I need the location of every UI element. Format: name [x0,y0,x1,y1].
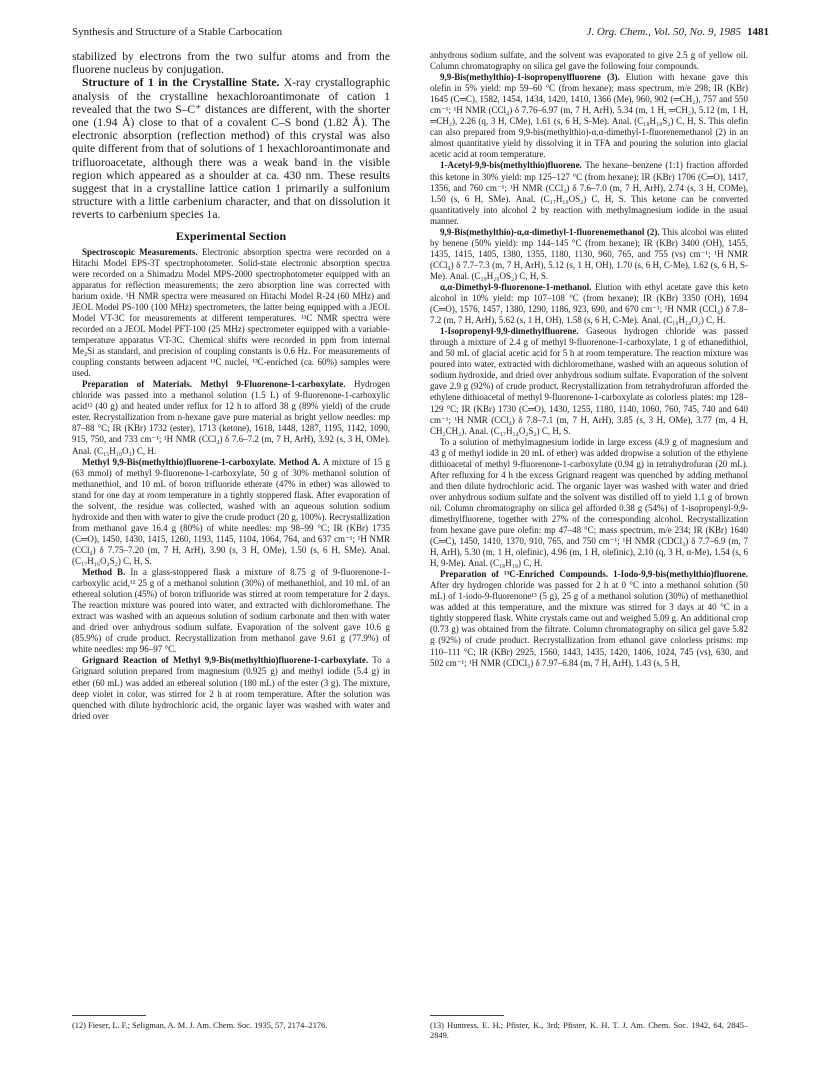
isopropenyl-dimethylfluorene-heading: 1-Isopropenyl-9,9-dimethylfluorene. [440,326,579,337]
method-a-heading: Methyl 9,9-Bis(methylthio)fluorene-1-carboxylate. Method A. [82,456,321,467]
grignard-dithioacetal-paragraph: To a solution of methylmagnesium iodide in large excess (4.9 g of magnesium and 43 g of methyl iodide in 20 mL of ether) was added dropwise a solution of the ethylene dithioacetal of methyl 9-fluorenone-1-carboxylate (0.94 g) in tetrahydrofuran (20 mL). After refluxing for 4 h the excess Grignard reagent was quenched by adding methanol and then dilute hydrochloric acid. The organic layer was washed with water and dried over anhydrous sodium sulfate and the solvent was distilled off to yield 1.1 g of brown oil. Column chromatography on silica gel afforded 0.38 g (54%) of 1-isopropenyl-9,9-dimethylfluorene, together with 27% of the corresponding alcohol. Recrystallization from hexane gave pure olefin: mp 47–48 °C; mass spectrum, m/e 234; IR (KBr) 1640 (C═C), 1450, 1410, 1370, 910, 765, and 750 cm⁻¹; ¹H NMR (CDCl₃) δ 7.7–6.9 (m, 7 H, ArH), 5.30 (m, 1 H, olefinic), 4.96 (m, 1 H, olefinic), 2.10 (q, 3 H, α-Me), 1.54 (s, 6 H, 9-Me). Anal. (C₁₈H₁₈) C, H. [430,436,748,569]
isopropenyl-dimethylfluorene-body: Gaseous hydrogen chloride was passed through a mixture of 2.4 g of methyl 9-fluorenone-1-carboxylate, 1 g of ethanedithiol, and 50 mL of glacial acetic acid for 5 h at room temperature. The reaction mixture was poured into water, extracted with dichloromethane, washed with an aqueous solution of sodium hydroxide, and dried over anhydrous sodium sulfate. Evaporation of the solvent gave 2.9 g (92%) of crude product. Recrystallization from tetrahydrofuran afforded the ethylene dithioacetal of methyl 9-fluorenone-1-carboxylate as colorless plates: mp 128–129 °C; IR (KBr) 1730 (C═O), 1430, 1255, 1180, 1140, 1060, 760, 745, 740 and 640 cm⁻¹; ¹H NMR (CCl₄) δ 7.8–7.1 (m, 7 H, ArH), 3.85 (s, 3 H, OMe), 3.77 (m, 4 H, CH₂CH₂). Anal. (C₁₇H₁₄O₂S₂) C, H, S. [430,326,748,436]
page-header [72,24,769,40]
isopropenylfluorene-paragraph [430,72,748,160]
dimethyl-fluorenone-body: Elution with ethyl acetate gave this keto alcohol in 10% yield: mp 107–108 °C (from hexane); IR (KBr) 3350 (OH), 1694 (C═O), 1576, 1457, 1380, 1290, 1186, 923, 690, and 670 cm⁻¹; ¹H NMR (CCl₄) δ 7.8–7.2 (m, 7 H, ArH), 5.62 (s, 1 H, OH), 1.58 (s, 6 H, C-Me). Anal. (C₁₆H₁₄O₂) C, H. [430,281,748,326]
enriched-compounds-body: After dry hydrogen chloride was passed for 2 h at 0 °C into a methanol solution (50 mL) of 1-iodo-9-fluorenone¹³ (5 g), 25 g of a methanol solution (30%) of methanethiol was added at this temperature, and the mixture was stirred for 3 days at 40 °C in a tightly stoppered flask. White crystals came out and weighed 5.09 g. An additional crop (0.73 g) was obtained from the filtrate. Column chromatography on silica gel gave 5.82 g (92%) of crude product. Recrystallization from ethanol gave colorless prisms: mp 110–111 °C; IR (KBr) 2925, 1560, 1443, 1435, 1420, 1406, 1024, 745 (vs), 630, and 502 cm⁻¹; ¹H NMR (CDCl₃) δ 7.97–6.84 (m, 7 H, ArH), 1.43 (s, 5 H, [430,580,748,668]
journal-citation [586,24,769,40]
method-a-paragraph [72,457,390,567]
acetyl-paragraph [430,160,748,226]
running-title: Synthesis and Structure of a Stable Carbocation [72,26,283,38]
fluorenemethanol-paragraph [430,227,748,282]
grignard-paragraph [72,655,390,721]
page-number: 1481 [747,26,769,38]
preparation-body: Hydrogen chloride was passed into a methanol solution (1.5 L) of 9-fluorenone-1-carboxylic acid¹² (40 g) and heated under reflux for 12 h to afford 38 g (89% yield) of the crude ester. Recrystallization from n-hexane gave pure material as bright yellow needles: mp 87–88 °C; IR (KBr) 1732 (ester), 1713 (ketone), 1618, 1448, 1287, 1195, 1142, 1090, 915, 750, and 733 cm⁻¹; ¹H NMR (CCl₄) δ 7.6–7.2 (m, 7 H, ArH), 3.92 (s, 3 H, OMe). Anal. (C₁₅H₁₀O₃) C, H. [72,379,390,456]
fluorenemethanol-heading: 9,9-Bis(methylthio)-α,α-dimethyl-1-fluorenemethanol (2). [440,226,660,237]
spectroscopic-paragraph [72,247,390,380]
method-b-heading: Method B. [82,567,126,578]
isopropenylfluorene-body: Elution with hexane gave this olefin in 5% yield: mp 59–60 °C (from hexane); mass spectrum, m/e 298; IR (KBr) 1645 (C═C), 1582, 1454, 1434, 1420, 1410, 1366 (Me), 960, 902 (═CH₂), 757 and 550 cm⁻¹; ¹H NMR (CCl₄) δ 7.76–6.97 (m, 7 H, ArH), 5.34 (m, 1 H, ═CH₂), 5.12 (m, 1 H, ═CH₂), 2.26 (q, 3 H, CMe), 1.61 (s, 6 H, S-Me). Anal. (C₁₈H₁₈S₂) C, H, S. This olefin can also prepared from 9,9-bis(methylthio)-α,α-dimethyl-1-fluorenemethanol (2) in an almost quantitative yield by dissolving it in TFA and pouring the solution into glacial acetic acid at room temperature. [430,72,748,160]
grignard-body: To a Grignard solution prepared from magnesium (0.925 g) and methyl iodide (5.4 g) in ether (60 mL) was added an ethereal solution (180 mL) of the ester (3 g). The mixture, deep violet in color, was stirred for 2 h at room temperature. After the solution was quenched with dilute hydrochloric acid, the organic layer was washed with water and dried over [72,655,390,721]
preparation-paragraph [72,379,390,456]
isopropenyl-dimethylfluorene-paragraph [430,326,748,436]
experimental-section-title: Experimental Section [175,228,287,243]
left-column [72,50,390,1010]
footnote-12: (12) Fieser, L. F.; Seligman, A. M. J. Am. Chem. Soc. 1935, 57, 2174–2176. [72,1021,328,1030]
fluorenemethanol-body: This alcohol was eluted by benene (50% yield): mp 144–145 °C (from hexane); IR (KBr) 3400 (OH), 1455, 1435, 1415, 1405, 1380, 1355, 1180, 1130, 960, 765, and 755 (vs) cm⁻¹; ¹H NMR (CCl₄) δ 7.7–7.3 (m, 7 H, ArH), 5.12 (s, 1 H, OH), 1.70 (s, 6 H, C-Me), 1.62 (s, 6 H, S-Me). Anal. (C₁₉H₂₀OS₂) C, H, S. [430,226,748,281]
footnote-rule-left [72,1015,146,1016]
acetyl-body: The hexane–benzene (1:1) fraction afforded this ketone in 30% yield: mp 125–127 °C (from hexane); IR (KBr) 1706 (C═O), 1417, 1356, and 760 cm⁻¹; ¹H NMR (CCl₄) δ 7.6–7.0 (m, 7 H, ArH), 2.74 (s, 3 H, COMe), 1.50 (s, 6 H, SMe). Anal. (C₁₇H₁₆OS₂) C, H, S. This ketone can be converted quantitatively into alcohol 2 by reaction with methylmagnesium iodide in the usual manner. [430,160,748,226]
footnote-rule-right [430,1015,504,1016]
dimethyl-fluorenone-paragraph [430,282,748,326]
isopropenylfluorene-heading: 9,9-Bis(methylthio)-1-isopropenylfluorene (3). [440,72,620,83]
enriched-compounds-heading: Preparation of ¹³C-Enriched Compounds. 1-Iodo-9,9-bis(methylthio)fluorene. [440,569,748,580]
journal-name: J. Org. Chem., Vol. 50, No. 9, 1985 [586,26,741,38]
method-b-body: In a glass-stoppered flask a mixture of 8.75 g of 9-fluorenone-1-carboxylic acid,¹² 25 g of a methanol solution (30%) of methanethiol, and 10 mL of an ethereal solution (45%) of boron trifluoride was stirred at room temperature for 2 days. The reaction mixture was poured into water, and extracted with dichloromethane. The extract was washed with an aqueous solution of sodium carbonate and then with water and dried over anhydrous sodium sulfate. Evaporation of the solvent gave 10.6 g (85.9%) of crude product. Recrystallization from methanol gave 9.61 g (77.9%) of white needles: mp 96–97 °C. [72,567,390,655]
spectroscopic-heading: Spectroscopic Measurements. [82,246,198,257]
grignard-heading: Grignard Reaction of Methyl 9,9-Bis(methylthio)fluorene-1-carboxylate. [82,655,369,666]
dimethyl-fluorenone-heading: α,α-Dimethyl-9-fluorenone-1-methanol. [440,281,592,292]
right-column [430,50,748,1010]
intro-paragraph: stabilized by electrons from the two sulfur atoms and from the fluorene nucleus by conjugation. [72,50,390,77]
method-b-paragraph [72,567,390,655]
crystal-body: X-ray crystallographic analysis of the crystalline hexachloroantimonate of cation 1 revealed that the two S–C⁺ distances are different, with the shorter one (1.94 Å) close to that of a covalent C–S bond (1.82 Å). The electronic absorption (reflection method) of this crystal was also quite different from that of solutions of 1 hexachloroantimonate and trifluoroacetate, although there was a weak band in the visible region which appeared as a shoulder at ca. 430 nm. These results suggest that in a crystalline lattice cation 1 primarily a sulfonium structure with a little carbenium character, and that on dissolution it reverts to carbenium species 1a. [72,76,390,222]
enriched-compounds-paragraph [430,569,748,668]
continuation-paragraph: anhydrous sodium sulfate, and the solvent was evaporated to give 2.5 g of yellow oil. Column chromatography on silica gel gave the following four compounds. [430,50,748,72]
preparation-heading: Preparation of Materials. Methyl 9-Fluorenone-1-carboxylate. [82,379,346,390]
crystal-paragraph [72,76,390,221]
crystal-heading: Structure of 1 in the Crystalline State. [82,76,280,90]
footnote-13: (13) Huntress, E. H.; Pfister, K., 3rd; Pfister, K. H. T. J. Am. Chem. Soc. 1942, 64, 2845–2849. [430,1021,748,1041]
spectroscopic-body: Electronic absorption spectra were recorded on a Hitachi Model EPS-3T spectrophotometer. Solid-state electronic absorption spectra were recorded on a Shimadzu Model MPS-2000 spectrophotometer equipped with an apparatus for reflection measurements; the zero absorption line was corrected with barium oxide. ¹H NMR spectra were measured on Hitachi Model R-24 (60 MHz) and JEOL Model PS-100 (100 MHz) spectrometers, the latter being equipped with a JEOL Model VT-3C for measurements at different temperatures. ¹³C NMR spectra were recorded on a JEOL Model PFT-100 (25 MHz) spectrometer equipped with a variable-temperature apparatus VT-3C. Chemical shifts were recorded in ppm from internal Me₄Si as standard, and precision of coupling constants is 0.6 Hz. For measurements of coupling constants between adjacent ¹³C nuclei, ¹³C-enriched (ca. 60%) samples were used. [72,246,390,379]
method-a-body: A mixture of 15 g (63 mmol) of methyl 9-fluorenone-1-carboxylate, 50 g of 30% methanol solution of methanethiol, and 10 mL of boron trifluoride etherate (47% in ether) was allowed to stand for one day at room temperature in a tightly stoppered flask. After evaporation of the solvent, the residue was collected, washed with an aqueous solution sodium hydroxide and then with water to give the crude product (20 g, 100%). Recrystallization from methanol gave 16.4 g (80%) of white needles: mp 98–99 °C; IR (KBr) 1735 (C═O), 1450, 1430, 1415, 1260, 1193, 1145, 1104, 1064, 764, and 637 cm⁻¹; ¹H NMR (CCl₄) δ 7.75–7.20 (m, 7 H, ArH), 3.90 (s, 3 H, OMe), 1.50 (s, 6 H, SMe). Anal. (C₁₇H₁₆O₂S₂) C, H, S. [72,456,390,566]
acetyl-heading: 1-Acetyl-9,9-bis(methylthio)fluorene. [440,160,582,171]
